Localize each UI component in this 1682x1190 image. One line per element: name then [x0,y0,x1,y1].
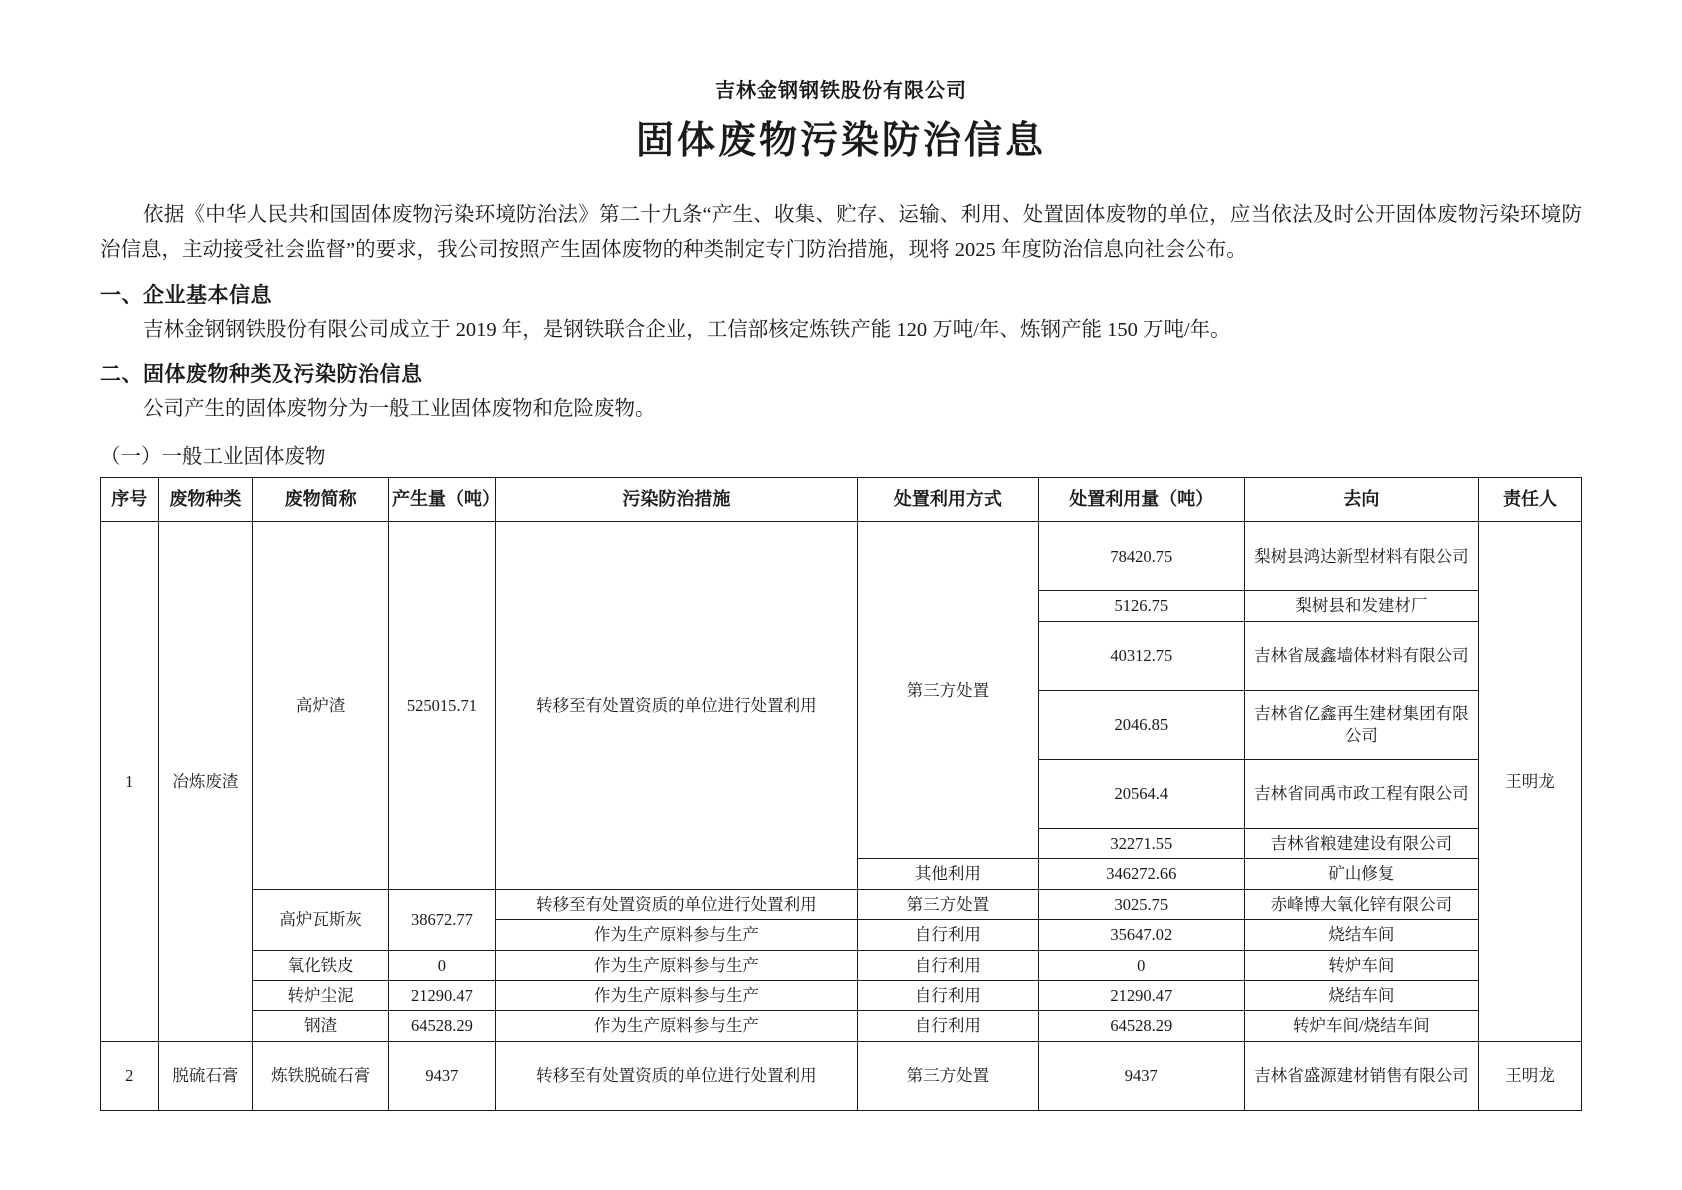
cell-destination: 梨树县和发建材厂 [1244,591,1478,621]
cell-used-amount: 35647.02 [1038,920,1244,950]
table-row [101,522,1582,591]
th-method: 处置利用方式 [857,478,1038,522]
cell-used-amount: 3025.75 [1038,889,1244,919]
cell-method: 自行利用 [857,920,1038,950]
cell-measure: 转移至有处置资质的单位进行处置利用 [495,1041,857,1110]
document-title: 固体废物污染防治信息 [635,120,1046,162]
cell-method: 自行利用 [857,950,1038,980]
cell-no: 2 [101,1041,159,1110]
cell-waste-type: 冶炼废渣 [158,522,253,1042]
table-row [101,889,1582,919]
cell-destination: 赤峰博大氧化锌有限公司 [1244,889,1478,919]
cell-destination: 吉林省同禹市政工程有限公司 [1244,759,1478,828]
cell-person: 王明龙 [1479,522,1582,1042]
cell-used-amount: 40312.75 [1038,621,1244,690]
cell-waste-name: 高炉渣 [253,522,389,889]
intro-paragraph: 依据《中华人民共和国固体废物污染环境防治法》第二十九条“产生、收集、贮存、运输、利用、处置固体废物的单位，应当依法及时公开固体废物污染环境防治信息，主动接受社会监督”的要求，我公司按照产生固体废物的种类制定专门防治措施，现将 2025 年度防治信息向社会公布。 [100,204,1582,262]
cell-measure: 作为生产原料参与生产 [495,920,857,950]
table-row [101,1011,1582,1041]
table-header-row [101,478,1582,522]
table-row [101,981,1582,1011]
cell-no: 1 [101,522,159,1042]
cell-used-amount: 346272.66 [1038,859,1244,889]
cell-destination: 烧结车间 [1244,920,1478,950]
company-name: 吉林金钢钢铁股份有限公司 [715,80,967,102]
cell-destination: 吉林省亿鑫再生建材集团有限公司 [1244,690,1478,759]
cell-method: 其他利用 [857,859,1038,889]
cell-destination: 吉林省粮建建设有限公司 [1244,828,1478,858]
section-body-2: 公司产生的固体废物分为一般工业固体废物和危险废物。 [143,397,656,420]
cell-method: 第三方处置 [857,522,1038,859]
cell-method: 自行利用 [857,1011,1038,1041]
th-destination: 去向 [1244,478,1478,522]
cell-used-amount: 32271.55 [1038,828,1244,858]
th-person: 责任人 [1479,478,1582,522]
cell-destination: 吉林省盛源建材销售有限公司 [1244,1041,1478,1110]
cell-destination: 梨树县鸿达新型材料有限公司 [1244,522,1478,591]
cell-measure: 作为生产原料参与生产 [495,981,857,1011]
cell-used-amount: 20564.4 [1038,759,1244,828]
section-body-1: 吉林金钢钢铁股份有限公司成立于 2019 年，是钢铁联合企业，工信部核定炼铁产能 120 万吨/年、炼钢产能 150 万吨/年。 [143,318,1231,341]
cell-waste-name: 氧化铁皮 [253,950,389,980]
cell-used-amount: 9437 [1038,1041,1244,1110]
cell-amount: 38672.77 [388,889,495,950]
cell-used-amount: 2046.85 [1038,690,1244,759]
table-row [101,1041,1582,1110]
subsection-heading: （一）一般工业固体废物 [100,446,326,468]
cell-waste-name: 钢渣 [253,1011,389,1041]
section-heading-1: 一、企业基本信息 [100,282,272,307]
cell-waste-type: 脱硫石膏 [158,1041,253,1110]
cell-used-amount: 64528.29 [1038,1011,1244,1041]
th-measure: 污染防治措施 [495,478,857,522]
cell-destination: 转炉车间/烧结车间 [1244,1011,1478,1041]
th-no: 序号 [101,478,159,522]
th-amount: 产生量（吨） [388,478,495,522]
cell-measure: 作为生产原料参与生产 [495,1011,857,1041]
cell-amount: 21290.47 [388,981,495,1011]
cell-used-amount: 78420.75 [1038,522,1244,591]
cell-method: 自行利用 [857,981,1038,1011]
cell-amount: 0 [388,950,495,980]
cell-used-amount: 5126.75 [1038,591,1244,621]
th-used-amount: 处置利用量（吨） [1038,478,1244,522]
cell-destination: 吉林省晟鑫墙体材料有限公司 [1244,621,1478,690]
section-heading-2: 二、固体废物种类及污染防治信息 [100,361,423,386]
general-industrial-waste-table [100,477,1582,1111]
th-waste-type: 废物种类 [158,478,253,522]
cell-waste-name: 炼铁脱硫石膏 [253,1041,389,1110]
cell-amount: 9437 [388,1041,495,1110]
cell-used-amount: 0 [1038,950,1244,980]
cell-measure: 转移至有处置资质的单位进行处置利用 [495,889,857,919]
cell-measure: 转移至有处置资质的单位进行处置利用 [495,522,857,889]
cell-person: 王明龙 [1479,1041,1582,1110]
cell-destination: 矿山修复 [1244,859,1478,889]
cell-destination: 转炉车间 [1244,950,1478,980]
cell-method: 第三方处置 [857,1041,1038,1110]
table-row [101,950,1582,980]
cell-waste-name: 高炉瓦斯灰 [253,889,389,950]
cell-amount: 525015.71 [388,522,495,889]
cell-measure: 作为生产原料参与生产 [495,950,857,980]
cell-destination: 烧结车间 [1244,981,1478,1011]
cell-amount: 64528.29 [388,1011,495,1041]
cell-used-amount: 21290.47 [1038,981,1244,1011]
cell-waste-name: 转炉尘泥 [253,981,389,1011]
cell-method: 第三方处置 [857,889,1038,919]
th-waste-name: 废物简称 [253,478,389,522]
